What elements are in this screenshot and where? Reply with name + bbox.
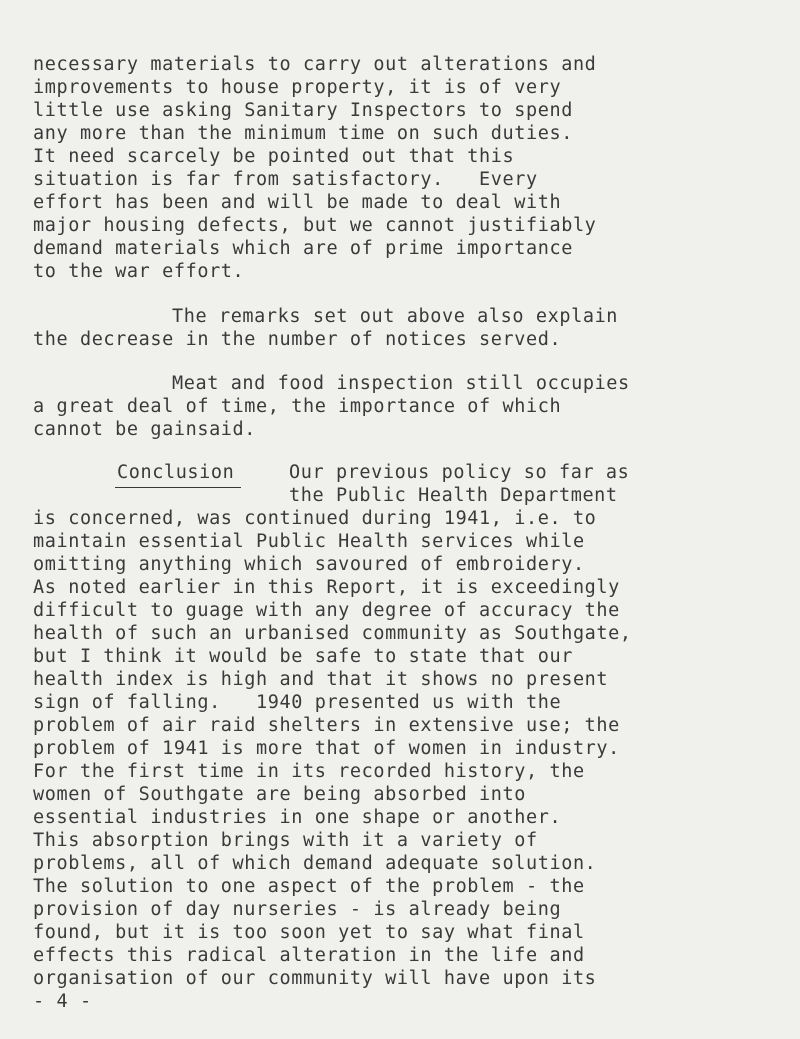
text-line: essential industries in one shape or another.	[33, 807, 562, 828]
text-line: sign of falling. 1940 presented us with the	[33, 692, 562, 713]
text-line: major housing defects, but we cannot justifiably	[33, 215, 597, 236]
text-line: effects this radical alteration in the life and	[33, 945, 585, 966]
text-line: organisation of our community will have upon its	[33, 968, 597, 989]
text-line: maintain essential Public Health services while	[33, 531, 585, 552]
text-line: the Public Health Department	[289, 485, 618, 506]
text-line: The solution to one aspect of the problem - the	[33, 876, 585, 897]
text-line: health index is high and that it shows no present	[33, 669, 609, 690]
text-line: little use asking Sanitary Inspectors to spend	[33, 100, 573, 121]
text-line: is concerned, was continued during 1941, i.e. to	[33, 508, 597, 529]
text-line: It need scarcely be pointed out that this	[33, 146, 515, 167]
text-line: women of Southgate are being absorbed into	[33, 784, 526, 805]
section-heading: Conclusion	[117, 462, 235, 483]
text-line: any more than the minimum time on such duties.	[33, 123, 573, 144]
heading-underline	[115, 487, 241, 488]
text-line: improvements to house property, it is of very	[33, 77, 562, 98]
text-line: the decrease in the number of notices served.	[33, 329, 562, 350]
text-line: necessary materials to carry out alterations and	[33, 54, 597, 75]
text-line: omitting anything which savoured of embroidery.	[33, 554, 585, 575]
text-line: problems, all of which demand adequate solution.	[33, 853, 597, 874]
text-line: problem of 1941 is more that of women in industry.	[33, 738, 620, 759]
text-line: As noted earlier in this Report, it is exceedingly	[33, 577, 620, 598]
text-line: health of such an urbanised community as Southgate,	[33, 623, 632, 644]
text-line: found, but it is too soon yet to say what final	[33, 922, 585, 943]
text-line: difficult to guage with any degree of accuracy the	[33, 600, 620, 621]
text-line: problem of air raid shelters in extensive use; the	[33, 715, 620, 736]
text-line: demand materials which are of prime importance	[33, 238, 573, 259]
text-line: a great deal of time, the importance of which	[33, 396, 562, 417]
text-line: This absorption brings with it a variety of	[33, 830, 538, 851]
page-number: - 4 -	[33, 991, 92, 1012]
text-line: situation is far from satisfactory. Every	[33, 169, 538, 190]
text-line: Meat and food inspection still occupies	[172, 373, 630, 394]
text-line: For the first time in its recorded history, the	[33, 761, 585, 782]
text-line: but I think it would be safe to state that our	[33, 646, 573, 667]
text-line: Our previous policy so far as	[289, 462, 630, 483]
text-line: to the war effort.	[33, 261, 245, 282]
text-line: cannot be gainsaid.	[33, 419, 257, 440]
text-line: provision of day nurseries - is already being	[33, 899, 562, 920]
text-line: The remarks set out above also explain	[172, 306, 619, 327]
text-line: effort has been and will be made to deal with	[33, 192, 562, 213]
